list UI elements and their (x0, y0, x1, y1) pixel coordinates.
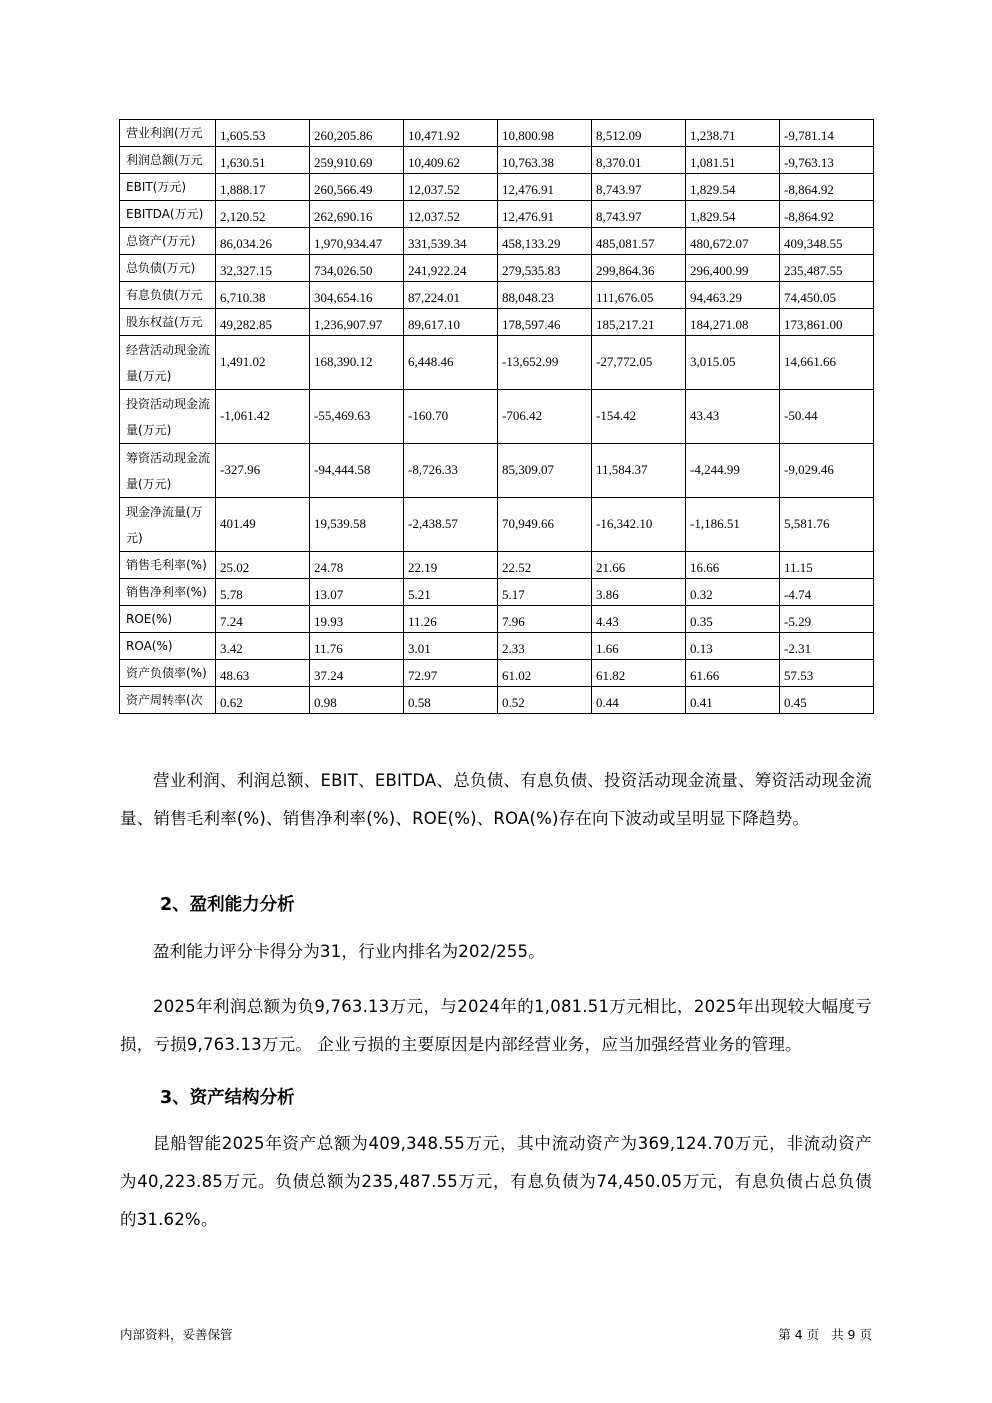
table-row (120, 552, 874, 579)
profitability-score-paragraph: 盈利能力评分卡得分为31，行业内排名为202/255。 (153, 942, 545, 961)
table-cell: -1,186.51 (686, 498, 780, 552)
table-cell: 0.35 (686, 606, 780, 633)
table-cell: -16,342.10 (592, 498, 686, 552)
table-cell: 296,400.99 (686, 255, 780, 282)
table-cell: 0.52 (498, 687, 592, 714)
table-row (120, 633, 874, 660)
table-cell: 49,282.85 (216, 309, 310, 336)
table-cell: 185,217.21 (592, 309, 686, 336)
table-cell: -94,444.58 (310, 444, 404, 498)
table-cell: 260,205.86 (310, 120, 404, 147)
table-cell: 16.66 (686, 552, 780, 579)
row-label: 资产负债率(%) (120, 660, 216, 687)
table-row (120, 228, 874, 255)
row-label: 销售净利率(%) (120, 579, 216, 606)
footer-confidential-note: 内部资料，妥善保管 (120, 1327, 233, 1342)
table-cell: 11.76 (310, 633, 404, 660)
table-cell: 3.01 (404, 633, 498, 660)
table-cell: 0.45 (780, 687, 874, 714)
table-cell: 19.93 (310, 606, 404, 633)
row-label: 有息负债(万元 (120, 282, 216, 309)
table-cell: 12,037.52 (404, 201, 498, 228)
table-cell: 2.33 (498, 633, 592, 660)
table-cell: 48.63 (216, 660, 310, 687)
table-cell: 12,037.52 (404, 174, 498, 201)
table-cell: 11,584.37 (592, 444, 686, 498)
table-cell: 11.26 (404, 606, 498, 633)
table-cell: 10,763.38 (498, 147, 592, 174)
table-cell: 8,743.97 (592, 201, 686, 228)
table-cell: 7.96 (498, 606, 592, 633)
table-cell: 61.82 (592, 660, 686, 687)
table-cell: 1,630.51 (216, 147, 310, 174)
footer-page-number: 第 4 页 共 9 页 (778, 1327, 872, 1342)
table-cell: -327.96 (216, 444, 310, 498)
table-cell: 111,676.05 (592, 282, 686, 309)
table-row (120, 336, 874, 390)
table-cell: 299,864.36 (592, 255, 686, 282)
table-cell: 3,015.05 (686, 336, 780, 390)
table-cell: 168,390.12 (310, 336, 404, 390)
table-cell: 3.86 (592, 579, 686, 606)
table-cell: 8,512.09 (592, 120, 686, 147)
table-cell: 1,081.51 (686, 147, 780, 174)
table-row (120, 309, 874, 336)
table-cell: 3.42 (216, 633, 310, 660)
table-cell: 1,605.53 (216, 120, 310, 147)
table-row (120, 687, 874, 714)
financial-indicator-table (119, 119, 874, 714)
table-body (120, 120, 874, 714)
table-cell: -1,061.42 (216, 390, 310, 444)
row-label: 销售毛利率(%) (120, 552, 216, 579)
table-row (120, 660, 874, 687)
table-cell: 12,476.91 (498, 201, 592, 228)
table-cell: 485,081.57 (592, 228, 686, 255)
table-cell: 70,949.66 (498, 498, 592, 552)
table-cell: 37.24 (310, 660, 404, 687)
section-heading-asset-structure: 3、资产结构分析 (160, 1088, 295, 1108)
table-cell: 5.78 (216, 579, 310, 606)
row-label: 总资产(万元) (120, 228, 216, 255)
row-label: ROA(%) (120, 633, 216, 660)
table-row (120, 444, 874, 498)
table-cell: 0.62 (216, 687, 310, 714)
table-cell: 12,476.91 (498, 174, 592, 201)
table-cell: 5.17 (498, 579, 592, 606)
table-cell: 0.13 (686, 633, 780, 660)
table-row (120, 498, 874, 552)
table-cell: -5.29 (780, 606, 874, 633)
table-cell: 11.15 (780, 552, 874, 579)
table-cell: -2.31 (780, 633, 874, 660)
table-cell: 1,238.71 (686, 120, 780, 147)
table-cell: 13.07 (310, 579, 404, 606)
table-cell: -13,652.99 (498, 336, 592, 390)
table-cell: 5.21 (404, 579, 498, 606)
table-cell: -4,244.99 (686, 444, 780, 498)
row-label: 资产周转率(次 (120, 687, 216, 714)
table-cell: -8,864.92 (780, 174, 874, 201)
table-cell: 1,236,907.97 (310, 309, 404, 336)
table-cell: 1,829.54 (686, 201, 780, 228)
row-label: EBIT(万元) (120, 174, 216, 201)
table-cell: 8,370.01 (592, 147, 686, 174)
table-cell: 5,581.76 (780, 498, 874, 552)
table-cell: 4.43 (592, 606, 686, 633)
table-cell: 1,888.17 (216, 174, 310, 201)
table-cell: 173,861.00 (780, 309, 874, 336)
table-cell: -9,763.13 (780, 147, 874, 174)
table-cell: 22.19 (404, 552, 498, 579)
table-cell: 88,048.23 (498, 282, 592, 309)
table-cell: 260,566.49 (310, 174, 404, 201)
table-cell: 22.52 (498, 552, 592, 579)
table-cell: -9,029.46 (780, 444, 874, 498)
row-label: 股东权益(万元 (120, 309, 216, 336)
table-row (120, 201, 874, 228)
table-cell: -2,438.57 (404, 498, 498, 552)
table-cell: 184,271.08 (686, 309, 780, 336)
table-cell: 480,672.07 (686, 228, 780, 255)
table-cell: 0.41 (686, 687, 780, 714)
table-row (120, 147, 874, 174)
table-cell: 6,710.38 (216, 282, 310, 309)
table-cell: 86,034.26 (216, 228, 310, 255)
table-cell: -154.42 (592, 390, 686, 444)
row-label: 经营活动现金流量(万元) (120, 336, 216, 390)
table-cell: 74,450.05 (780, 282, 874, 309)
table-cell: 10,800.98 (498, 120, 592, 147)
table-cell: -8,726.33 (404, 444, 498, 498)
row-label: EBITDA(万元) (120, 201, 216, 228)
section-heading-profitability: 2、盈利能力分析 (160, 895, 295, 915)
table-cell: 241,922.24 (404, 255, 498, 282)
table-cell: 32,327.15 (216, 255, 310, 282)
table-cell: 458,133.29 (498, 228, 592, 255)
table-row (120, 579, 874, 606)
row-label: 总负债(万元) (120, 255, 216, 282)
table-row (120, 120, 874, 147)
table-cell: 331,539.34 (404, 228, 498, 255)
table-cell: 61.02 (498, 660, 592, 687)
table-cell: 259,910.69 (310, 147, 404, 174)
table-cell: 94,463.29 (686, 282, 780, 309)
table-cell: 8,743.97 (592, 174, 686, 201)
table-cell: 2,120.52 (216, 201, 310, 228)
table-row (120, 255, 874, 282)
table-cell: 0.44 (592, 687, 686, 714)
table-cell: -9,781.14 (780, 120, 874, 147)
table-cell: 89,617.10 (404, 309, 498, 336)
table-cell: 235,487.55 (780, 255, 874, 282)
table-row (120, 606, 874, 633)
table-cell: 85,309.07 (498, 444, 592, 498)
table-cell: 72.97 (404, 660, 498, 687)
row-label: 现金净流量(万元) (120, 498, 216, 552)
row-label: 投资活动现金流量(万元) (120, 390, 216, 444)
table-cell: 1,829.54 (686, 174, 780, 201)
table-cell: 1,491.02 (216, 336, 310, 390)
trend-paragraph: 营业利润、利润总额、EBIT、EBITDA、总负债、有息负债、投资活动现金流量、筹资活动现金流量、销售毛利率(%)、销售净利率(%)、ROE(%)、ROA(%)存在向下波动或呈明显下降趋势。 (120, 771, 872, 828)
table-cell: 57.53 (780, 660, 874, 687)
table-cell: 43.43 (686, 390, 780, 444)
table-cell: 279,535.83 (498, 255, 592, 282)
table-cell: 24.78 (310, 552, 404, 579)
table-cell: -160.70 (404, 390, 498, 444)
table-cell: -8,864.92 (780, 201, 874, 228)
table-cell: 87,224.01 (404, 282, 498, 309)
table-cell: 0.98 (310, 687, 404, 714)
row-label: 利润总额(万元 (120, 147, 216, 174)
table-cell: 0.58 (404, 687, 498, 714)
table-cell: 7.24 (216, 606, 310, 633)
profitability-detail-paragraph: 2025年利润总额为负9,763.13万元，与2024年的1,081.51万元相比，2025年出现较大幅度亏损，亏损9,763.13万元。 企业亏损的主要原因是内部经营业务，应当加强经营业务的管理。 (120, 997, 872, 1054)
table-cell: 19,539.58 (310, 498, 404, 552)
table-cell: -27,772.05 (592, 336, 686, 390)
table-cell: 1,970,934.47 (310, 228, 404, 255)
row-label: 营业利润(万元 (120, 120, 216, 147)
table-row (120, 390, 874, 444)
table-cell: -50.44 (780, 390, 874, 444)
table-cell: 14,661.66 (780, 336, 874, 390)
table-cell: 10,409.62 (404, 147, 498, 174)
table-cell: 409,348.55 (780, 228, 874, 255)
row-label: 筹资活动现金流量(万元) (120, 444, 216, 498)
table-row (120, 174, 874, 201)
asset-structure-paragraph: 昆船智能2025年资产总额为409,348.55万元，其中流动资产为369,124.70万元，非流动资产为40,223.85万元。负债总额为235,487.55万元，有息负债为74,450.05万元，有息负债占总负债的31.62%。 (120, 1134, 872, 1229)
table-cell: -706.42 (498, 390, 592, 444)
table-cell: 61.66 (686, 660, 780, 687)
table-cell: 25.02 (216, 552, 310, 579)
table-cell: 10,471.92 (404, 120, 498, 147)
table-cell: 401.49 (216, 498, 310, 552)
table-cell: 304,654.16 (310, 282, 404, 309)
table-row (120, 282, 874, 309)
table-cell: -4.74 (780, 579, 874, 606)
table-cell: 734,026.50 (310, 255, 404, 282)
table-cell: 262,690.16 (310, 201, 404, 228)
table-cell: 21.66 (592, 552, 686, 579)
table-cell: 178,597.46 (498, 309, 592, 336)
table-cell: -55,469.63 (310, 390, 404, 444)
table-cell: 6,448.46 (404, 336, 498, 390)
table-cell: 0.32 (686, 579, 780, 606)
row-label: ROE(%) (120, 606, 216, 633)
table-cell: 1.66 (592, 633, 686, 660)
